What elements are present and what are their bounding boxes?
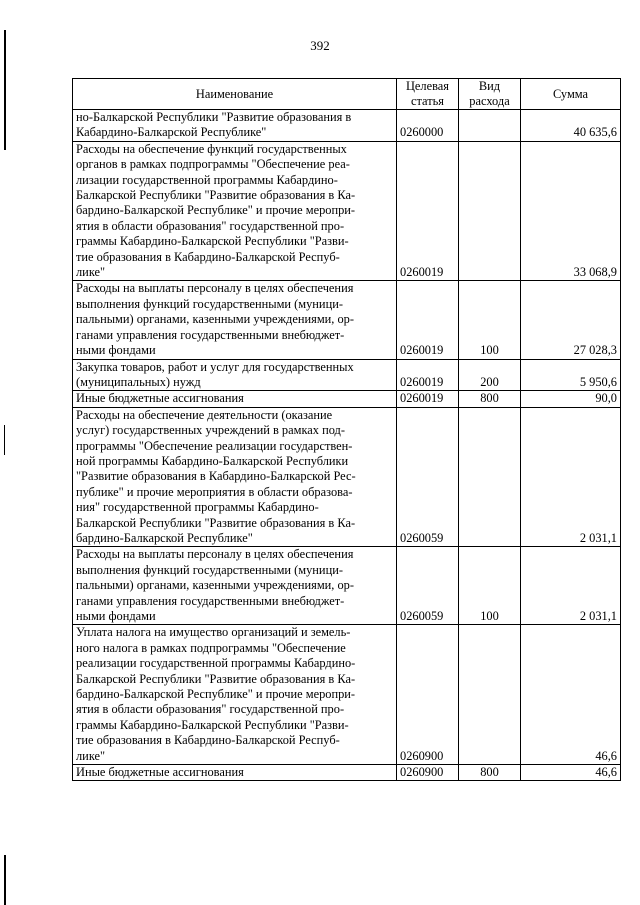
row-name-line: услуг) государственных учреждений в рамках под- <box>76 423 345 438</box>
table-row <box>73 547 621 625</box>
row-sum: 27 028,3 <box>521 281 621 359</box>
row-name-line: лике" <box>76 748 106 763</box>
header-target-article: Целевая статья <box>397 79 459 110</box>
row-sum: 40 635,6 <box>521 110 621 142</box>
table-row <box>73 407 621 547</box>
scan-edge-mark-middle <box>4 425 5 455</box>
row-target-article: 0260059 <box>397 407 459 547</box>
row-name-line: программы "Обеспечение реализации государствен- <box>76 438 353 453</box>
row-name-line: бардино-Балкарской Республике" <box>76 530 253 545</box>
table-row <box>73 141 621 281</box>
row-expense-kind: 100 <box>459 281 521 359</box>
budget-table <box>72 78 621 781</box>
row-name <box>73 625 397 765</box>
header-name: Наименование <box>73 79 397 110</box>
row-name-line: ганами управления государственными внебюджет- <box>76 327 345 342</box>
row-expense-kind <box>459 625 521 765</box>
row-name-line: лизации государственной программы Кабардино- <box>76 172 338 187</box>
row-sum: 46,6 <box>521 625 621 765</box>
row-target-article: 0260019 <box>397 391 459 407</box>
row-sum: 2 031,1 <box>521 547 621 625</box>
row-name <box>73 391 397 407</box>
row-sum: 90,0 <box>521 391 621 407</box>
row-name-line: Расходы на обеспечение деятельности (оказание <box>76 407 333 422</box>
row-name-line: ного налога в рамках подпрограммы "Обеспечение <box>76 640 346 655</box>
page-number: 392 <box>310 38 330 53</box>
row-name-line: органов в рамках подпрограммы "Обеспечение реа- <box>76 157 350 172</box>
row-name-line: ганами управления государственными внебюджет- <box>76 593 345 608</box>
row-target-article: 0260000 <box>397 110 459 142</box>
row-target-article: 0260019 <box>397 281 459 359</box>
row-name-line: выполнения функций государственными (муници- <box>76 562 343 577</box>
table-row <box>73 110 621 142</box>
row-name-line: ятия в области образования" государственной про- <box>76 702 345 717</box>
row-name-line: ния" государственной программы Кабардино- <box>76 500 319 515</box>
row-name-line: тие образования в Кабардино-Балкарской Респуб- <box>76 249 340 264</box>
row-name-line: но-Балкарской Республики "Развитие образования в <box>76 110 352 124</box>
row-name <box>73 765 397 781</box>
row-name-line: пальными) органами, казенными учреждениями, ор- <box>76 312 355 327</box>
header-expense-kind: Вид расхода <box>459 79 521 110</box>
row-name-line: Иные бюджетные ассигнования <box>76 391 244 406</box>
row-expense-kind <box>459 141 521 281</box>
row-name-line: бардино-Балкарской Республике" и прочие меропри- <box>76 203 356 218</box>
table-row <box>73 765 621 781</box>
table-row <box>73 281 621 359</box>
row-name-line: Расходы на выплаты персоналу в целях обеспечения <box>76 547 354 562</box>
scan-edge-mark-bottom <box>4 855 6 905</box>
row-expense-kind: 800 <box>459 391 521 407</box>
row-name-line: Закупка товаров, работ и услуг для государственных <box>76 359 354 374</box>
row-name-line: реализации государственной программы Кабардино- <box>76 656 356 671</box>
row-name-line: тие образования в Кабардино-Балкарской Респуб- <box>76 733 340 748</box>
table-row <box>73 625 621 765</box>
row-sum: 46,6 <box>521 765 621 781</box>
table-row <box>73 359 621 391</box>
row-name-line: Расходы на обеспечение функций государственных <box>76 141 347 156</box>
row-expense-kind <box>459 407 521 547</box>
row-name-line: ными фондами <box>76 343 156 358</box>
row-name <box>73 141 397 281</box>
row-name-line: ными фондами <box>76 609 156 623</box>
header-sum: Сумма <box>521 79 621 110</box>
row-name-line: Уплата налога на имущество организаций и земель- <box>76 625 351 640</box>
row-expense-kind: 100 <box>459 547 521 625</box>
row-name-line: бардино-Балкарской Республике" и прочие меропри- <box>76 687 356 702</box>
row-sum: 33 068,9 <box>521 141 621 281</box>
row-name-line: пальными) органами, казенными учреждениями, ор- <box>76 578 355 593</box>
row-name-line: публике" и прочие мероприятия в области образова- <box>76 484 353 499</box>
row-name-line: Иные бюджетные ассигнования <box>76 765 244 780</box>
row-name-line: (муниципальных) нужд <box>76 374 201 389</box>
row-target-article: 0260900 <box>397 765 459 781</box>
row-name <box>73 407 397 547</box>
row-name-line: Кабардино-Балкарской Республике" <box>76 125 267 140</box>
row-expense-kind: 800 <box>459 765 521 781</box>
row-name-line: Балкарской Республики "Развитие образования в Ка- <box>76 188 356 203</box>
row-name-line: ной программы Кабардино-Балкарской Республики <box>76 453 349 468</box>
row-name-line: Балкарской Республики "Развитие образования в Ка- <box>76 671 356 686</box>
row-name-line: граммы Кабардино-Балкарской Республики "Разви- <box>76 234 349 249</box>
table-header-row <box>73 79 621 110</box>
row-name-line: граммы Кабардино-Балкарской Республики "Разви- <box>76 717 349 732</box>
row-target-article: 0260019 <box>397 141 459 281</box>
row-name-line: Балкарской Республики "Развитие образования в Ка- <box>76 515 356 530</box>
row-target-article: 0260019 <box>397 359 459 391</box>
row-name <box>73 547 397 625</box>
table-body <box>73 110 621 781</box>
row-name-line: выполнения функций государственными (муници- <box>76 296 343 311</box>
row-target-article: 0260059 <box>397 547 459 625</box>
row-name <box>73 281 397 359</box>
row-name-line: "Развитие образования в Кабардино-Балкарской Рес- <box>76 469 356 484</box>
row-target-article: 0260900 <box>397 625 459 765</box>
row-sum: 5 950,6 <box>521 359 621 391</box>
row-name-line: лике" <box>76 265 106 280</box>
row-name <box>73 359 397 391</box>
row-name-line: ятия в области образования" государственной про- <box>76 218 345 233</box>
row-name <box>73 110 397 142</box>
row-expense-kind <box>459 110 521 142</box>
row-sum: 2 031,1 <box>521 407 621 547</box>
table-row <box>73 391 621 407</box>
row-expense-kind: 200 <box>459 359 521 391</box>
row-name-line: Расходы на выплаты персоналу в целях обеспечения <box>76 281 354 296</box>
